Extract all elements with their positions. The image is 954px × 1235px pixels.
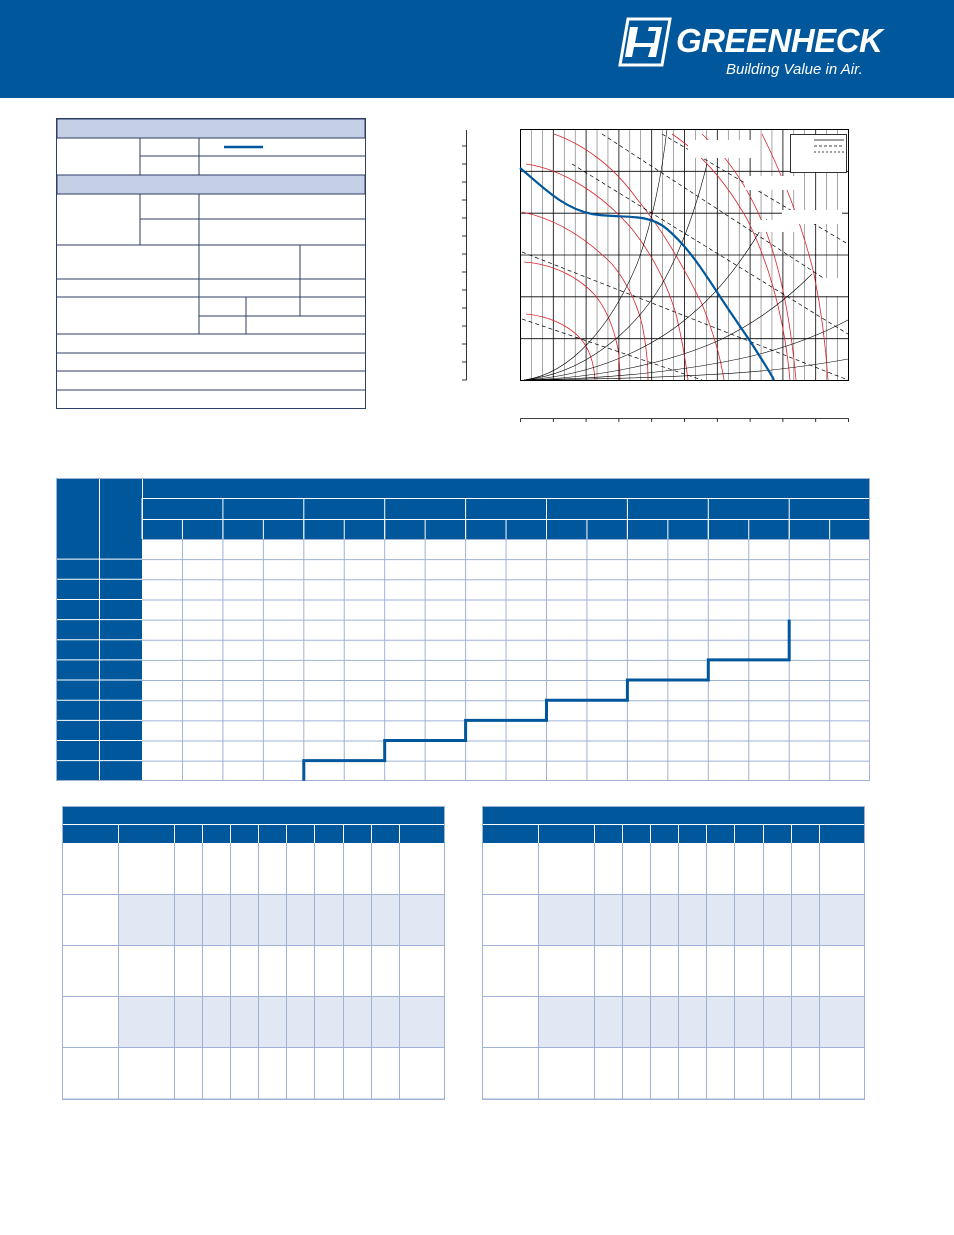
specification-table [56, 118, 366, 409]
sound-table-title-bar [62, 806, 445, 824]
spec-section-header-2 [57, 175, 365, 194]
sound-table-right [482, 806, 865, 1100]
sound-table-title-bar [482, 806, 865, 824]
chart-legend [791, 135, 847, 173]
brand-name: GREENHECK [676, 22, 883, 59]
sound-table-column-header [482, 824, 865, 843]
sound-table-column-header [62, 824, 445, 843]
chart-curve-label-box [824, 278, 848, 296]
brand-tagline: Building Value in Air. [726, 61, 863, 78]
sound-table-shaded-row [538, 894, 865, 945]
chart-y-axis [462, 130, 467, 380]
page-header [0, 0, 954, 98]
chart-curve-label-box [756, 220, 796, 232]
sound-table-shaded-row [538, 996, 865, 1047]
sound-table-shaded-row [118, 996, 445, 1047]
performance-chart [462, 124, 854, 424]
chart-curve-label-box [745, 176, 801, 190]
greenheck-logo[interactable] [618, 17, 883, 81]
sound-table-left [62, 806, 445, 1100]
selection-table [56, 478, 870, 781]
chart-x-axis [521, 419, 849, 423]
sound-table-shaded-row [118, 894, 445, 945]
chart-curve-label-box [688, 140, 754, 158]
selection-table-header [56, 478, 870, 539]
greenheck-logo-icon [618, 17, 672, 67]
spec-section-header-1 [57, 119, 365, 138]
